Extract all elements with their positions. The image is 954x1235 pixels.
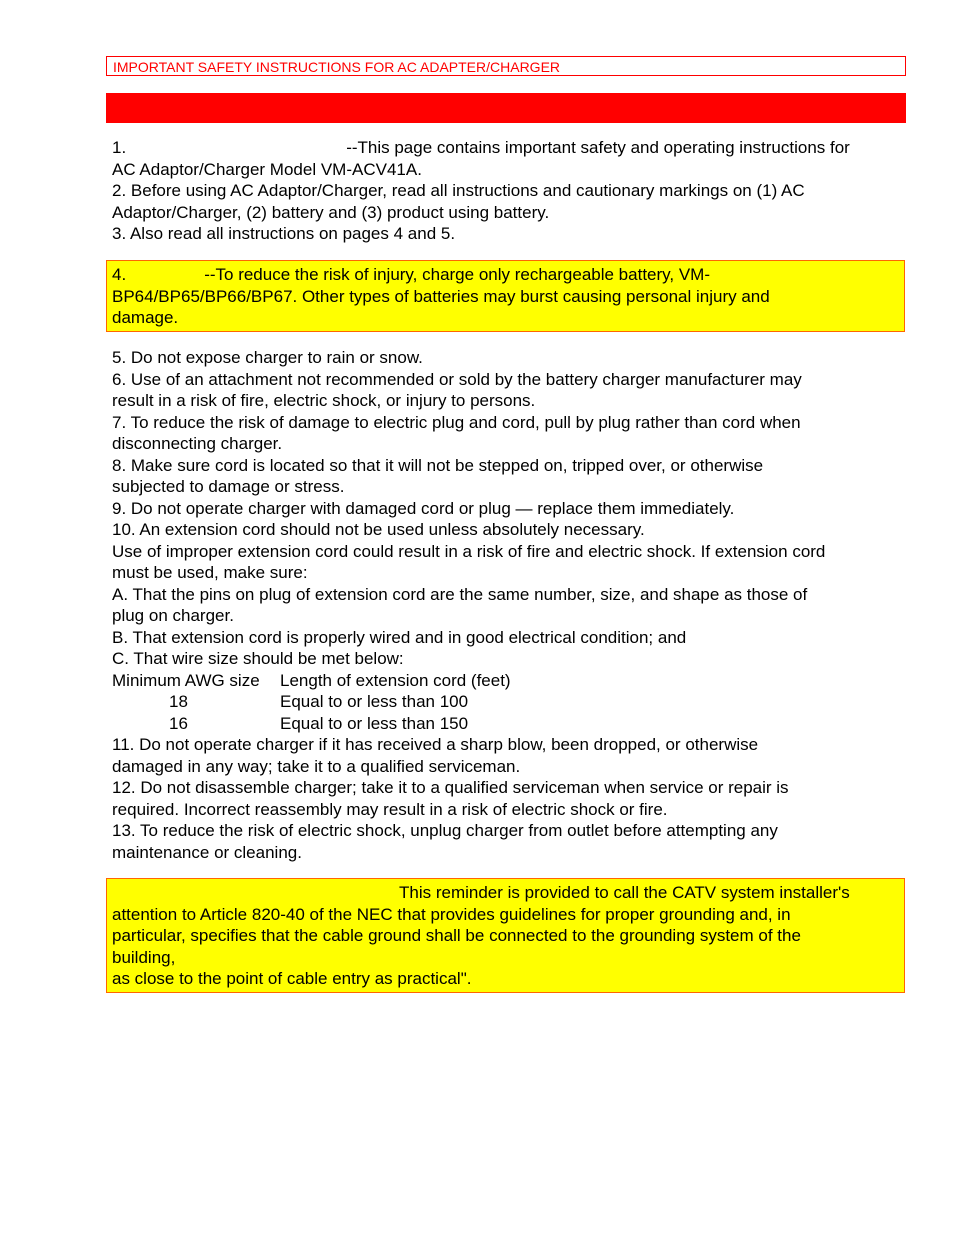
caution-number: 4. xyxy=(112,265,127,284)
instruction-line: 9. Do not operate charger with damaged cord or plug — replace them immediately. xyxy=(112,498,735,518)
note-line-4: building, xyxy=(112,947,176,967)
header-title: IMPORTANT SAFETY INSTRUCTIONS FOR AC ADAPTER/CHARGER xyxy=(113,59,561,75)
awg-value: 16 xyxy=(169,713,188,733)
page-header xyxy=(106,56,906,76)
instruction-line: disconnecting charger. xyxy=(112,434,283,453)
note-line-2: attention to Article 820-40 of the NEC that provides guidelines for proper grounding and, in xyxy=(112,904,791,924)
note-line-5: as close to the point of cable entry as practical". xyxy=(112,969,472,988)
item-1-text: --This page contains important safety and operating instructions for xyxy=(346,138,850,157)
catv-note-box xyxy=(106,878,905,993)
caution-text: --To reduce the risk of injury, charge only rechargeable battery, VM- xyxy=(204,265,711,284)
caution-line-2: BP64/BP65/BP66/BP67. Other types of batteries may burst causing personal injury and xyxy=(112,286,770,306)
instruction-line: Use of improper extension cord could result in a risk of fire and electric shock. If extension cord xyxy=(112,541,826,561)
caution-line-3: damage. xyxy=(112,308,179,327)
instruction-line: 11. Do not operate charger if it has received a sharp blow, been dropped, or otherwise xyxy=(112,735,759,754)
instruction-line: 7. To reduce the risk of damage to electric plug and cord, pull by plug rather than cord when xyxy=(112,412,801,432)
instructions-section xyxy=(112,347,904,863)
note-line-3: particular, specifies that the cable ground shall be connected to the grounding system of the xyxy=(112,926,801,945)
instruction-line: 10. An extension cord should not be used unless absolutely necessary. xyxy=(112,520,645,539)
awg-table-row xyxy=(112,691,904,713)
instruction-line: required. Incorrect reassembly may result in a risk of electric shock or fire. xyxy=(112,799,668,819)
instruction-line: B. That extension cord is properly wired and in good electrical condition; and xyxy=(112,627,687,647)
instruction-line: 5. Do not expose charger to rain or snow. xyxy=(112,348,423,367)
awg-header: Minimum AWG size xyxy=(112,670,260,690)
instruction-line: A. That the pins on plug of extension cord are the same number, size, and shape as those of xyxy=(112,584,808,604)
instruction-line: subjected to damage or stress. xyxy=(112,477,345,496)
intro-item-1 xyxy=(112,137,904,159)
length-value: Equal to or less than 150 xyxy=(280,713,469,733)
instruction-line: maintenance or cleaning. xyxy=(112,842,302,862)
awg-table-row xyxy=(112,713,904,735)
awg-value: 18 xyxy=(169,692,188,711)
length-value: Equal to or less than 100 xyxy=(280,692,469,711)
caution-box xyxy=(106,260,905,332)
instruction-line: 12. Do not disassemble charger; take it to a qualified serviceman when service or repair is xyxy=(112,778,789,797)
instruction-line: damaged in any way; take it to a qualified serviceman. xyxy=(112,756,521,776)
note-text: This reminder is provided to call the CATV system installer's xyxy=(399,883,850,902)
intro-item-1-cont: AC Adaptor/Charger Model VM-ACV41A. xyxy=(112,159,422,179)
red-title-bar xyxy=(106,93,906,123)
awg-table-header xyxy=(112,670,904,692)
note-line-1 xyxy=(112,882,904,904)
intro-item-3: 3. Also read all instructions on pages 4 and 5. xyxy=(112,224,456,243)
length-header: Length of extension cord (feet) xyxy=(280,670,511,690)
instruction-line: 13. To reduce the risk of electric shock, unplug charger from outlet before attempting any xyxy=(112,821,778,840)
instruction-line: must be used, make sure: xyxy=(112,563,308,582)
instruction-line: 6. Use of an attachment not recommended or sold by the battery charger manufacturer may xyxy=(112,369,802,389)
item-1-number: 1. xyxy=(112,138,127,157)
intro-section xyxy=(112,137,904,245)
instruction-line: 8. Make sure cord is located so that it will not be stepped on, tripped over, or otherwise xyxy=(112,455,764,475)
instruction-line: plug on charger. xyxy=(112,606,234,625)
instruction-line: result in a risk of fire, electric shock, or injury to persons. xyxy=(112,391,536,410)
intro-item-2: 2. Before using AC Adaptor/Charger, read all instructions and cautionary markings on (1) AC xyxy=(112,181,805,200)
caution-line-1 xyxy=(112,264,904,286)
instruction-line: C. That wire size should be met below: xyxy=(112,649,404,668)
intro-item-2-cont: Adaptor/Charger, (2) battery and (3) product using battery. xyxy=(112,202,550,222)
